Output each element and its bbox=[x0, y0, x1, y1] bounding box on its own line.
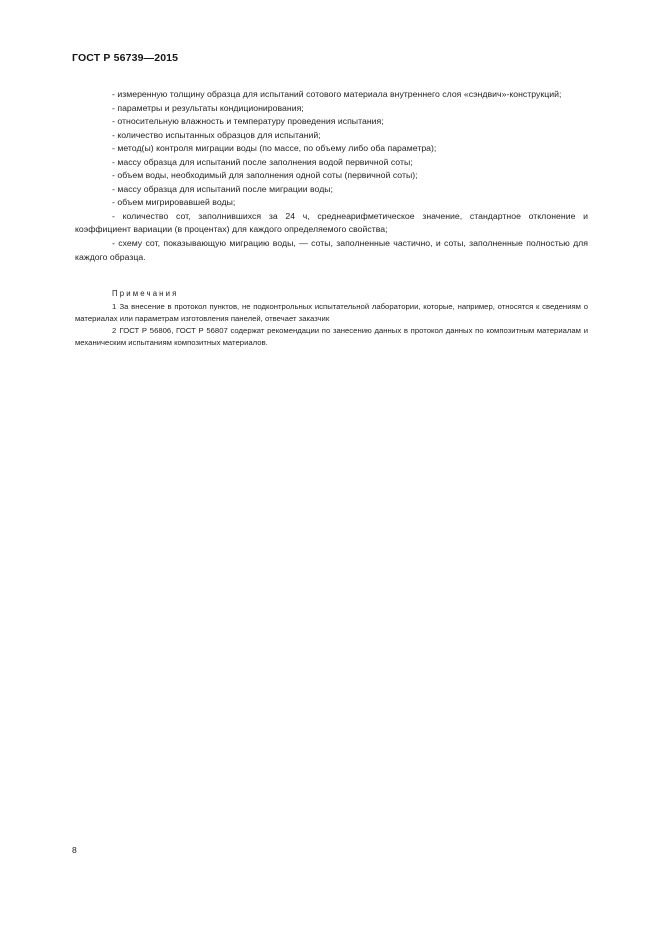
list-item: - метод(ы) контроля миграции воды (по массе, по объему либо оба параметра); bbox=[112, 143, 437, 154]
list-item: - массу образца для испытаний после заполнения водой первичной соты; bbox=[112, 156, 413, 167]
list-item: - параметры и результаты кондиционирования; bbox=[112, 102, 304, 113]
list-item: - схему сот, показывающую миграцию воды, — соты, заполненные частично, и соты, заполненные полностью для каждого образца. bbox=[75, 238, 588, 262]
list-item: - количество сот, заполнившихся за 24 ч, среднеарифметическое значение, стандартное отклонение и коэффициент вариации (в процентах) для каждого определяемого свойства; bbox=[75, 210, 588, 235]
note-number: 2 bbox=[112, 325, 117, 335]
list-item: - количество испытанных образцов для испытаний; bbox=[112, 129, 321, 140]
note-number: 1 bbox=[112, 301, 117, 311]
note-text: За внесение в протокол пунктов, не подконтрольных испытательной лаборатории, которые, например, относятся к сведениям о материалах или параметрам изготовления панелей, отвечает заказчик bbox=[75, 301, 588, 323]
note-entry bbox=[75, 301, 588, 325]
list-item: - относительную влажность и температуру проведения испытания; bbox=[112, 116, 384, 127]
notes-section bbox=[75, 288, 588, 349]
page-number: 8 bbox=[72, 845, 77, 855]
list-item: - объем воды, необходимый для заполнения одной соты (первичной соты); bbox=[112, 170, 418, 181]
notes-heading: Примечания bbox=[112, 289, 179, 298]
note-text: ГОСТ Р 56806, ГОСТ Р 56807 содержат рекомендации по занесению данных в протокол данных по композитным материалам и механическим испытаниям композитных материалов. bbox=[75, 325, 588, 347]
document-header-standard-number: ГОСТ Р 56739—2015 bbox=[72, 52, 179, 64]
list-item: - массу образца для испытаний после миграции воды; bbox=[112, 183, 333, 194]
body-text-column bbox=[75, 88, 588, 264]
list-item: - измеренную толщину образца для испытаний сотового материала внутреннего слоя «сэндвич»-конструкций; bbox=[112, 89, 562, 99]
list-item: - объем мигрировавшей воды; bbox=[112, 197, 236, 208]
note-entry bbox=[75, 325, 588, 349]
